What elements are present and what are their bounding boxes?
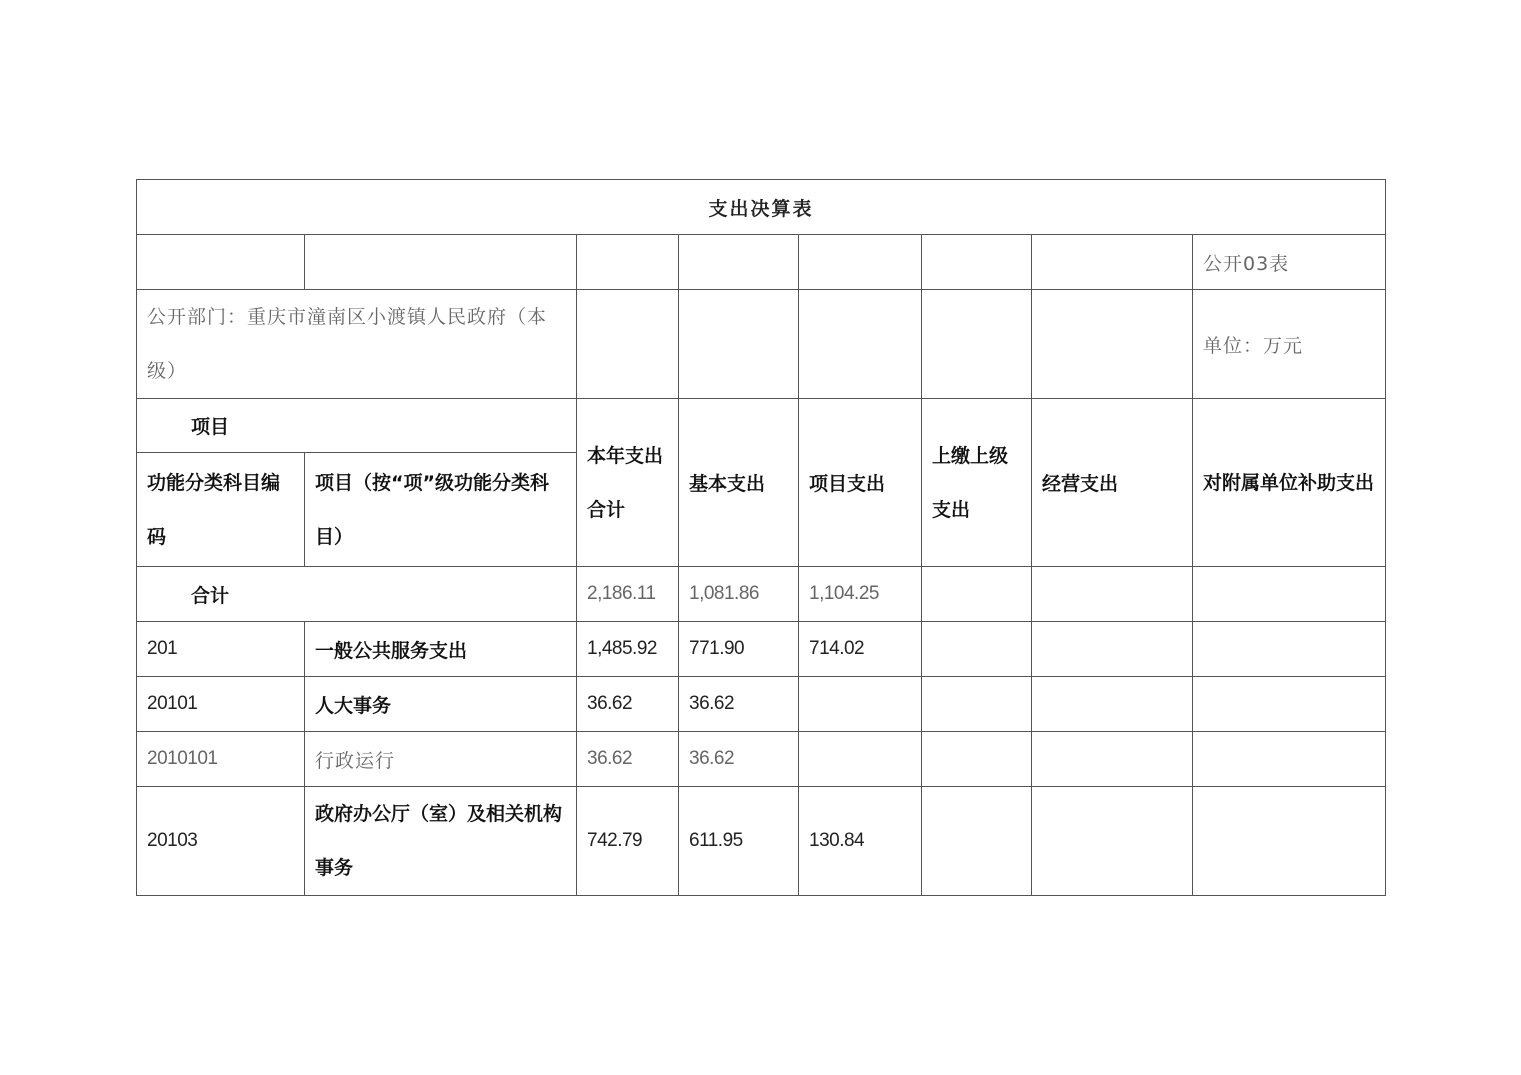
blank-cell	[922, 290, 1032, 399]
row-remit	[922, 787, 1032, 896]
total-basic: 1,081.86	[679, 567, 799, 622]
table-row	[137, 622, 1386, 677]
blank-cell	[799, 290, 922, 399]
row-total: 1,485.92	[577, 622, 679, 677]
total-amount: 2,186.11	[577, 567, 679, 622]
total-row	[137, 567, 1386, 622]
row-project-expense	[799, 677, 922, 732]
blank-cell	[799, 235, 922, 290]
blank-cell	[1032, 290, 1193, 399]
table-row	[137, 732, 1386, 787]
header-row-1	[137, 399, 1386, 453]
row-business	[1032, 677, 1193, 732]
row-code: 201	[137, 622, 305, 677]
row-name: 政府办公厅（室）及相关机构事务	[305, 787, 577, 896]
row-business	[1032, 622, 1193, 677]
row-remit	[922, 677, 1032, 732]
row-name: 一般公共服务支出	[305, 622, 577, 677]
header-code: 功能分类科目编码	[137, 453, 305, 567]
blank-cell	[679, 290, 799, 399]
row-project-expense	[799, 732, 922, 787]
blank-cell	[577, 290, 679, 399]
total-project-expense: 1,104.25	[799, 567, 922, 622]
total-business	[1032, 567, 1193, 622]
blank-cell	[922, 235, 1032, 290]
row-code: 20103	[137, 787, 305, 896]
row-project-expense: 130.84	[799, 787, 922, 896]
blank-cell	[305, 235, 577, 290]
header-project-expense: 项目支出	[799, 399, 922, 567]
row-basic: 36.62	[679, 677, 799, 732]
total-remit	[922, 567, 1032, 622]
header-basic: 基本支出	[679, 399, 799, 567]
row-subsidy	[1193, 732, 1386, 787]
blank-cell	[577, 235, 679, 290]
row-remit	[922, 732, 1032, 787]
header-business: 经营支出	[1032, 399, 1193, 567]
header-remit: 上缴上级支出	[922, 399, 1032, 567]
row-basic: 611.95	[679, 787, 799, 896]
row-subsidy	[1193, 677, 1386, 732]
row-total: 36.62	[577, 732, 679, 787]
row-remit	[922, 622, 1032, 677]
row-total: 36.62	[577, 677, 679, 732]
table-title: 支出决算表	[137, 180, 1386, 235]
blank-cell	[1032, 235, 1193, 290]
table-row	[137, 677, 1386, 732]
row-code: 20101	[137, 677, 305, 732]
blank-cell	[679, 235, 799, 290]
row-business	[1032, 732, 1193, 787]
unit-label: 单位：万元	[1193, 290, 1386, 399]
row-name: 行政运行	[305, 732, 577, 787]
row-subsidy	[1193, 622, 1386, 677]
row-basic: 771.90	[679, 622, 799, 677]
header-item: 项目（按“项”级功能分类科目）	[305, 453, 577, 567]
row-project-expense: 714.02	[799, 622, 922, 677]
row-code: 2010101	[137, 732, 305, 787]
row-total: 742.79	[577, 787, 679, 896]
total-subsidy	[1193, 567, 1386, 622]
form-number-row	[137, 235, 1386, 290]
expenditure-table	[136, 179, 1386, 896]
form-number: 公开03表	[1193, 235, 1386, 290]
header-project: 项目	[137, 399, 577, 453]
department-row	[137, 290, 1386, 399]
row-basic: 36.62	[679, 732, 799, 787]
row-name: 人大事务	[305, 677, 577, 732]
total-label: 合计	[137, 567, 577, 622]
row-subsidy	[1193, 787, 1386, 896]
header-subsidy: 对附属单位补助支出	[1193, 399, 1386, 567]
row-business	[1032, 787, 1193, 896]
blank-cell	[137, 235, 305, 290]
header-total: 本年支出合计	[577, 399, 679, 567]
table-row	[137, 787, 1386, 896]
department-label: 公开部门：重庆市潼南区小渡镇人民政府（本级）	[137, 290, 577, 399]
